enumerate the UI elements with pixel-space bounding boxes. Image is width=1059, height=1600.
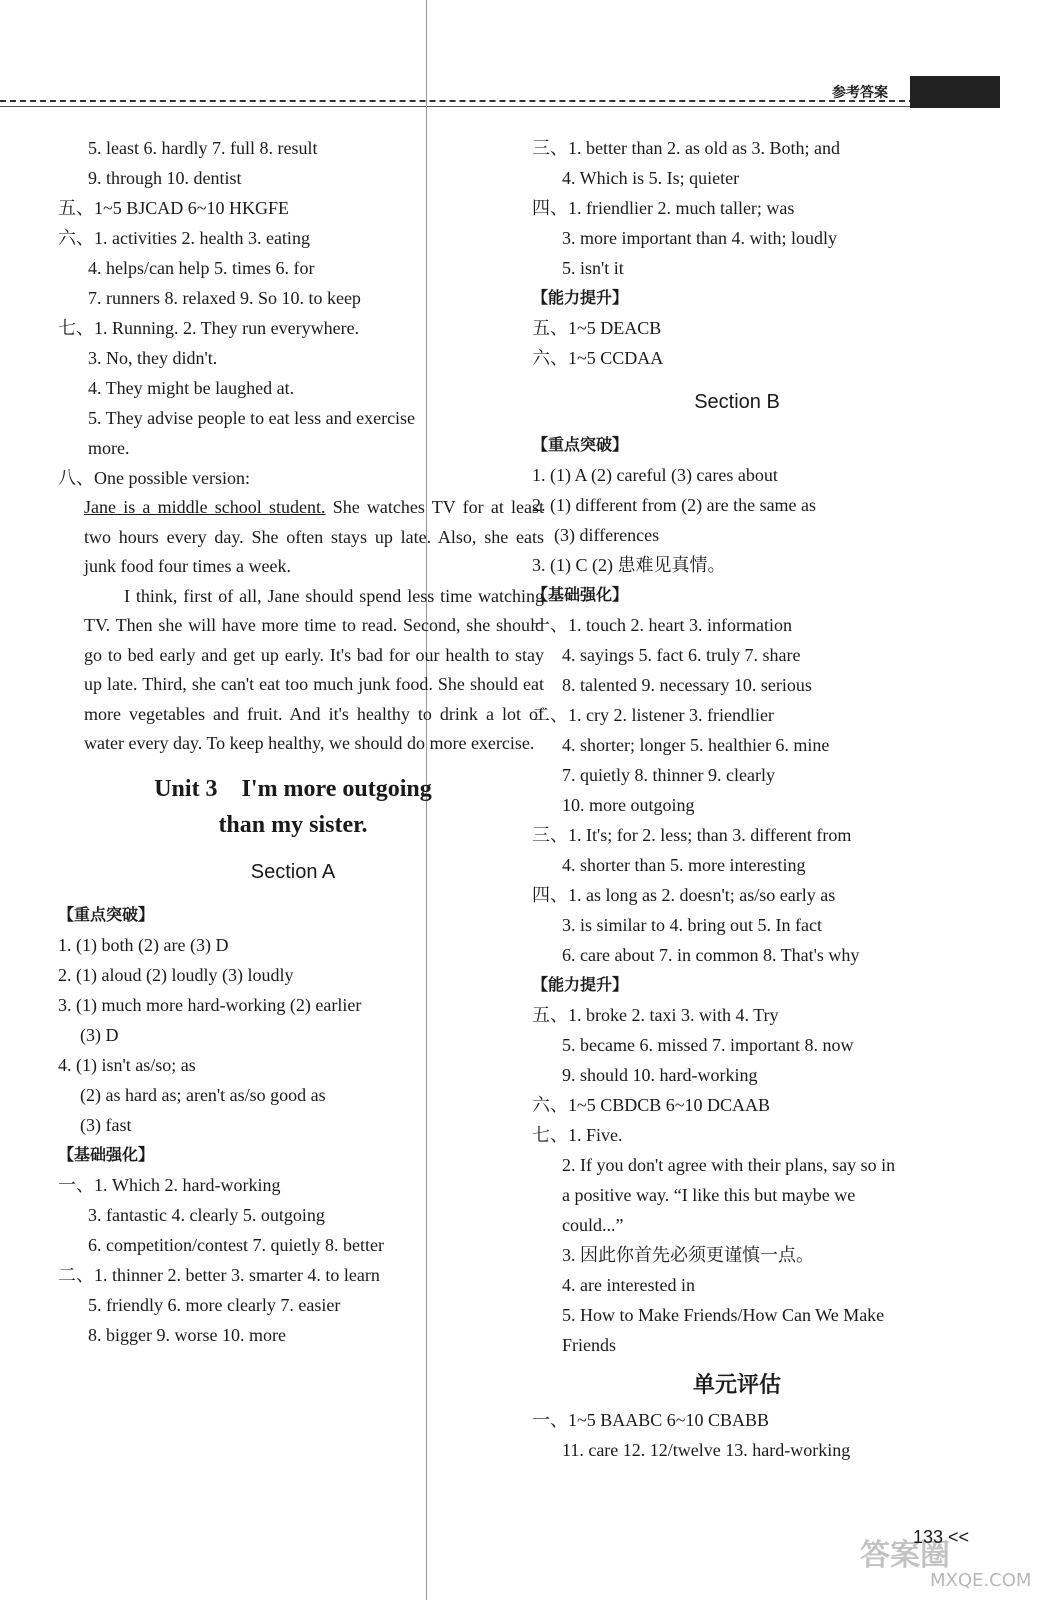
answer-line: 4. sayings 5. fact 6. truly 7. share <box>562 645 801 665</box>
answer-line: 5. They advise people to eat less and exercise <box>88 408 416 428</box>
answer-line: 4. shorter; longer 5. healthier 6. mine <box>562 735 830 755</box>
answer-line: 3. is similar to 4. bring out 5. In fact <box>562 915 822 935</box>
answer-line: 二、1. cry 2. listener 3. friendlier <box>532 705 774 725</box>
answer-line: (3) differences <box>554 525 660 545</box>
answer-line: (2) as hard as; aren't as/so good as <box>80 1084 326 1105</box>
answer-line: a positive way. “I like this but maybe we <box>562 1185 856 1205</box>
answer-line: 5. friendly 6. more clearly 7. easier <box>88 1294 341 1315</box>
answer-line: 5. least 6. hardly 7. full 8. result <box>88 138 318 158</box>
answer-line: 七、1. Running. 2. They run everywhere. <box>58 318 360 338</box>
section-heading: 【能力提升】 <box>532 975 629 994</box>
unit-title <box>58 771 528 843</box>
section-heading: 【基础强化】 <box>532 585 629 604</box>
answer-line: 4. shorter than 5. more interesting <box>562 855 806 875</box>
unit-title-line-1: Unit 3 I'm more outgoing <box>154 775 432 802</box>
left-column <box>58 133 545 1350</box>
answer-line: 3. (1) C (2) 患难见真情。 <box>532 555 726 575</box>
section-heading: 【基础强化】 <box>58 1144 155 1164</box>
essay-paragraph-2: I think, first of all, Jane should spend less time watching TV. Then she will have more time to read. Second, she should go to bed early and get up early. It's bad for our health to stay up late. Third, she can't eat too much junk food. She should eat more vegetables and fruit. And it's healthy to drink a lot of water every day. To keep healthy, we should do more exercise. <box>84 585 544 753</box>
answer-line: could...” <box>562 1215 624 1235</box>
answer-line: 2. (1) aloud (2) loudly (3) loudly <box>58 964 294 985</box>
header-label: 参考答案 <box>832 85 888 101</box>
answer-line: 4. are interested in <box>562 1275 695 1295</box>
answer-line: Friends <box>562 1335 616 1355</box>
essay-paragraph-1 <box>84 493 544 582</box>
right-answers-mid <box>532 430 972 1360</box>
answer-line: 三、1. It's; for 2. less; than 3. different from <box>532 825 852 845</box>
section-heading: 【能力提升】 <box>532 288 629 307</box>
answer-line: 4. They might be laughed at. <box>88 378 295 398</box>
answer-line: 7. runners 8. relaxed 9. So 10. to keep <box>88 288 361 308</box>
watermark-url: MXQE.COM <box>930 1570 1032 1591</box>
answer-line: 八、One possible version: <box>58 468 250 488</box>
answer-line: 5. isn't it <box>562 258 624 278</box>
answer-line: 6. care about 7. in common 8. That's why <box>562 945 860 965</box>
answer-line: 3. No, they didn't. <box>88 348 218 368</box>
section-heading: 【重点突破】 <box>58 904 155 924</box>
answer-line: 三、1. better than 2. as old as 3. Both; and <box>532 138 840 158</box>
answer-line: 4. helps/can help 5. times 6. for <box>88 258 315 278</box>
answer-line: 2. If you don't agree with their plans, say so in <box>562 1155 896 1175</box>
answer-line: 2. (1) different from (2) are the same as <box>532 495 817 515</box>
essay-p1-rest: She watches TV for at least two hours every day. She often stays up late. Also, she eats junk food four times a week. <box>84 497 545 576</box>
answer-line: 二、1. thinner 2. better 3. smarter 4. to learn <box>58 1264 380 1285</box>
answer-line: 9. through 10. dentist <box>88 168 242 188</box>
answer-line: 4. (1) isn't as/so; as <box>58 1054 196 1075</box>
header-rule <box>0 100 915 102</box>
answer-line: 四、1. friendlier 2. much taller; was <box>532 198 795 218</box>
header-logo-block <box>910 76 1000 108</box>
answer-line: 5. became 6. missed 7. important 8. now <box>562 1035 854 1055</box>
answer-line: 五、1. broke 2. taxi 3. with 4. Try <box>532 1005 779 1025</box>
answer-line: 8. bigger 9. worse 10. more <box>88 1324 286 1345</box>
answer-line: 3. 因此你首先必须更谨慎一点。 <box>562 1245 814 1265</box>
answer-line: 10. more outgoing <box>562 795 695 815</box>
answer-line: 五、1~5 DEACB <box>532 318 662 338</box>
sample-essay <box>58 493 544 759</box>
answer-line: 七、1. Five. <box>532 1125 623 1145</box>
answer-line: 6. competition/contest 7. quietly 8. better <box>88 1234 384 1255</box>
unit-title-line-2: than my sister. <box>218 811 368 838</box>
watermark-logo: 答案圈 <box>860 1538 950 1573</box>
answer-line: 四、1. as long as 2. doesn't; as/so early as <box>532 885 836 905</box>
answer-line: 六、1. activities 2. health 3. eating <box>58 228 310 248</box>
answer-line: (3) fast <box>80 1114 132 1135</box>
right-answers-top <box>532 133 972 373</box>
answer-line: 五、1~5 BJCAD 6~10 HKGFE <box>58 198 289 218</box>
answer-line: (3) D <box>80 1024 119 1045</box>
answer-line: 7. quietly 8. thinner 9. clearly <box>562 765 775 785</box>
answer-line: 1. (1) A (2) careful (3) cares about <box>532 465 778 485</box>
section-a-title: Section A <box>250 860 336 883</box>
answer-line: 5. How to Make Friends/How Can We Make <box>562 1305 885 1325</box>
answer-line: 4. Which is 5. Is; quieter <box>562 168 740 188</box>
answer-line: more. <box>88 438 130 458</box>
right-answers-bottom <box>532 1405 972 1465</box>
answer-line: 1. (1) both (2) are (3) D <box>58 934 229 955</box>
answer-line: 8. talented 9. necessary 10. serious <box>562 675 812 695</box>
essay-first-sentence: Jane is a middle school student. <box>84 497 326 517</box>
answer-line: 六、1~5 CCDAA <box>532 348 664 368</box>
answer-line: 3. (1) much more hard-working (2) earlier <box>58 994 362 1015</box>
page-number: 133 << <box>913 1527 970 1547</box>
right-column <box>532 133 972 1465</box>
section-b-title: Section B <box>694 391 780 413</box>
answer-line: 3. more important than 4. with; loudly <box>562 228 837 248</box>
answer-line: 六、1~5 CBDCB 6~10 DCAAB <box>532 1095 771 1115</box>
answer-line: 一、1. touch 2. heart 3. information <box>532 615 792 635</box>
answer-line: 9. should 10. hard-working <box>562 1065 758 1085</box>
answer-line: 3. fantastic 4. clearly 5. outgoing <box>88 1204 325 1225</box>
left-answers-bottom <box>58 900 498 1350</box>
answer-line: 一、1~5 BAABC 6~10 CBABB <box>532 1410 770 1430</box>
header-rule-solid <box>0 106 915 107</box>
answer-line: 11. care 12. 12/twelve 13. hard-working <box>562 1440 851 1460</box>
section-heading: 【重点突破】 <box>532 435 629 454</box>
answer-line: 一、1. Which 2. hard-working <box>58 1174 281 1195</box>
unit-evaluation-title: 单元评估 <box>692 1372 781 1397</box>
left-answers-top <box>58 133 498 493</box>
